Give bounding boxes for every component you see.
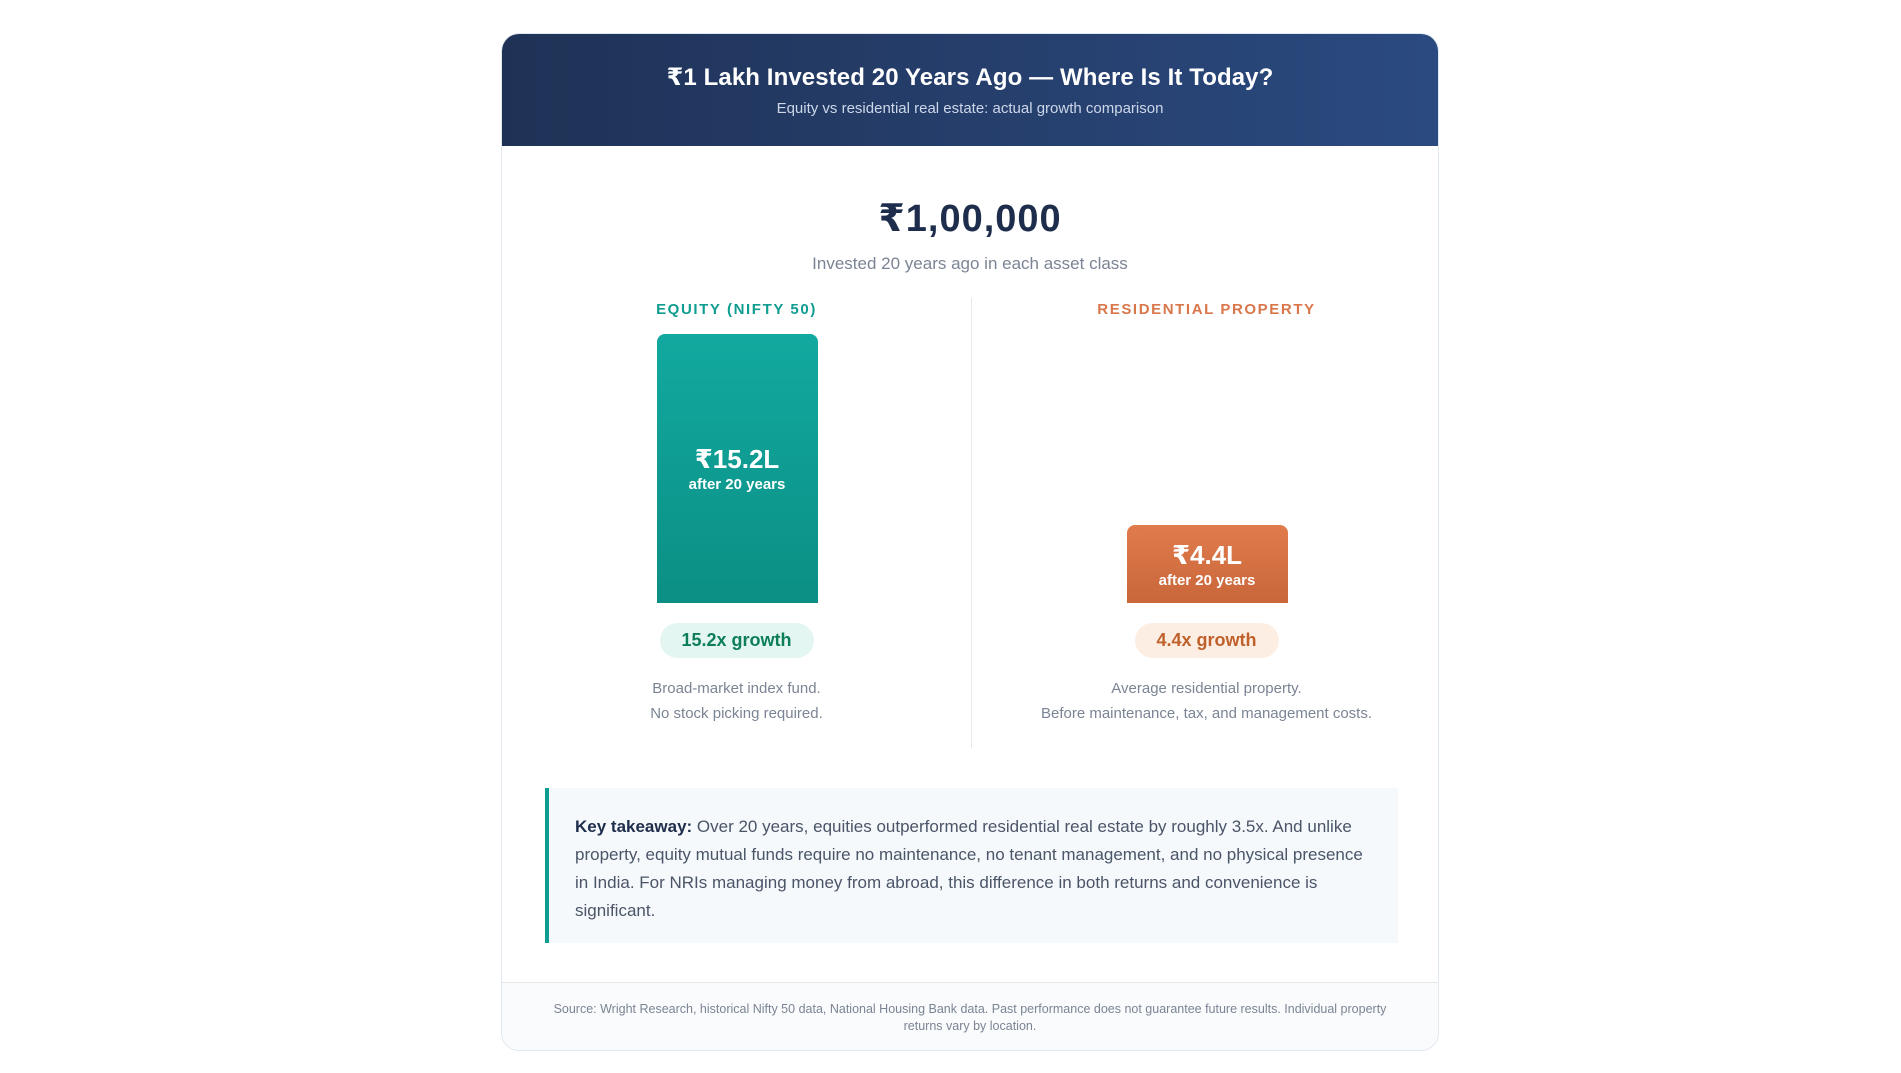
source-note: Source: Wright Research, historical Nifty 50 data, National Housing Bank data. Past performance does not guarantee future results. Individual property returns vary by location. (553, 1002, 1387, 1033)
property-column (972, 298, 1439, 758)
description-property (1032, 677, 1381, 726)
bar-area-property (972, 334, 1439, 603)
page-title: ₹1 Lakh Invested 20 Years Ago — Where Is It Today? (666, 64, 1274, 91)
takeaway-text: Over 20 years, equities outperformed residential real estate by roughly 3.5x. And unlike property, equity mutual funds require no maintenance, no tenant management, and no physical presence in India. For NRIs managing money from abroad, this difference in both returns and convenience is significant. (575, 817, 1363, 920)
takeaway-lead: Key takeaway: (575, 817, 693, 836)
key-takeaway-box (545, 788, 1398, 943)
header (502, 34, 1438, 146)
description-line: No stock picking required. (650, 704, 823, 722)
page-subtitle: Equity vs residential real estate: actual growth comparison (776, 100, 1164, 117)
bar-value-label-equity: ₹15.2L (694, 444, 780, 474)
bar-sublabel-equity: after 20 years (688, 476, 786, 493)
growth-badge-property: 4.4x growth (1134, 623, 1278, 658)
comparison-card (501, 33, 1439, 1051)
description-equity (562, 677, 911, 726)
comparison-chart (502, 298, 1438, 758)
category-label-equity: EQUITY (NIFTY 50) (656, 301, 817, 318)
description-line: Before maintenance, tax, and management costs. (1040, 704, 1373, 722)
category-label-property: RESIDENTIAL PROPERTY (1097, 301, 1316, 318)
bar-property (1127, 525, 1288, 603)
bar-value-label-property: ₹4.4L (1171, 539, 1243, 570)
source-footer (502, 982, 1438, 1050)
bar-equity (657, 334, 818, 603)
bar-area-equity (502, 334, 971, 603)
growth-badge-equity: 15.2x growth (659, 623, 813, 658)
invested-amount: ₹1,00,000 (878, 198, 1062, 240)
invested-amount-section (502, 196, 1438, 274)
description-line: Broad-market index fund. (652, 680, 821, 697)
invested-caption: Invested 20 years ago in each asset class (812, 254, 1128, 273)
equity-column (502, 298, 971, 758)
bar-sublabel-property: after 20 years (1158, 571, 1256, 589)
description-line: Average residential property. (1111, 680, 1302, 697)
